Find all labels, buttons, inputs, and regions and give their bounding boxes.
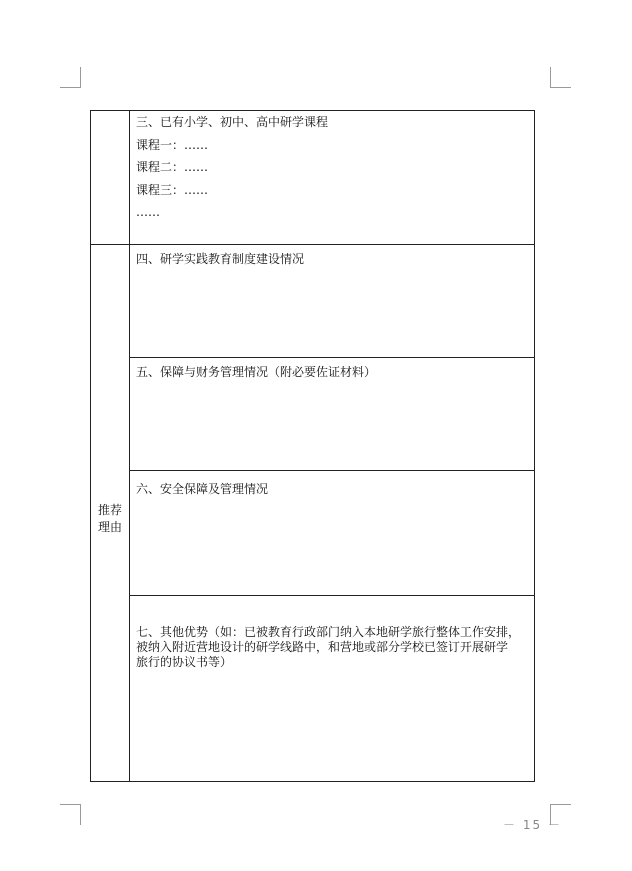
section-heading: 四、研学实践教育制度建设情况 — [136, 252, 305, 266]
crop-mark-top-right — [550, 67, 571, 88]
section-heading: 三、已有小学、初中、高中研学课程 — [136, 115, 329, 129]
table-column-divider — [129, 111, 130, 781]
section-existing-courses — [136, 111, 528, 224]
course-item: 课程二：…… — [136, 160, 209, 174]
crop-mark-bottom-left — [60, 804, 81, 825]
paragraph-line: 旅行的协议书等） — [136, 655, 233, 669]
label-line: 推荐 — [97, 503, 122, 517]
section-heading: 六、安全保障及管理情况 — [136, 482, 269, 496]
course-item: 课程三：…… — [136, 182, 209, 197]
paragraph-line: 被纳入附近营地设计的研学线路中，和营地或部分学校已签订开展研学 — [136, 640, 509, 654]
course-ellipsis: …… — [136, 205, 160, 219]
table-row-divider — [91, 244, 534, 245]
section-safety-management — [136, 478, 528, 501]
table-row-divider — [129, 357, 534, 358]
paragraph-line: 七、其他优势（如：已被教育行政部门纳入本地研学旅行整体工作安排， — [136, 625, 521, 639]
section-other-advantages — [136, 625, 528, 670]
course-item: 课程一：…… — [136, 137, 209, 152]
section-system-construction — [136, 248, 528, 271]
page-number: － 15 － — [503, 818, 562, 832]
recommendation-form-table — [90, 110, 535, 782]
table-row-divider — [129, 595, 534, 596]
crop-mark-top-left — [60, 67, 81, 88]
recommendation-reason-label — [91, 502, 129, 536]
label-line: 理由 — [97, 520, 122, 534]
section-heading: 五、保障与财务管理情况（附必要佐证材料） — [136, 365, 377, 379]
table-row-divider — [129, 470, 534, 471]
section-finance-management — [136, 361, 528, 384]
